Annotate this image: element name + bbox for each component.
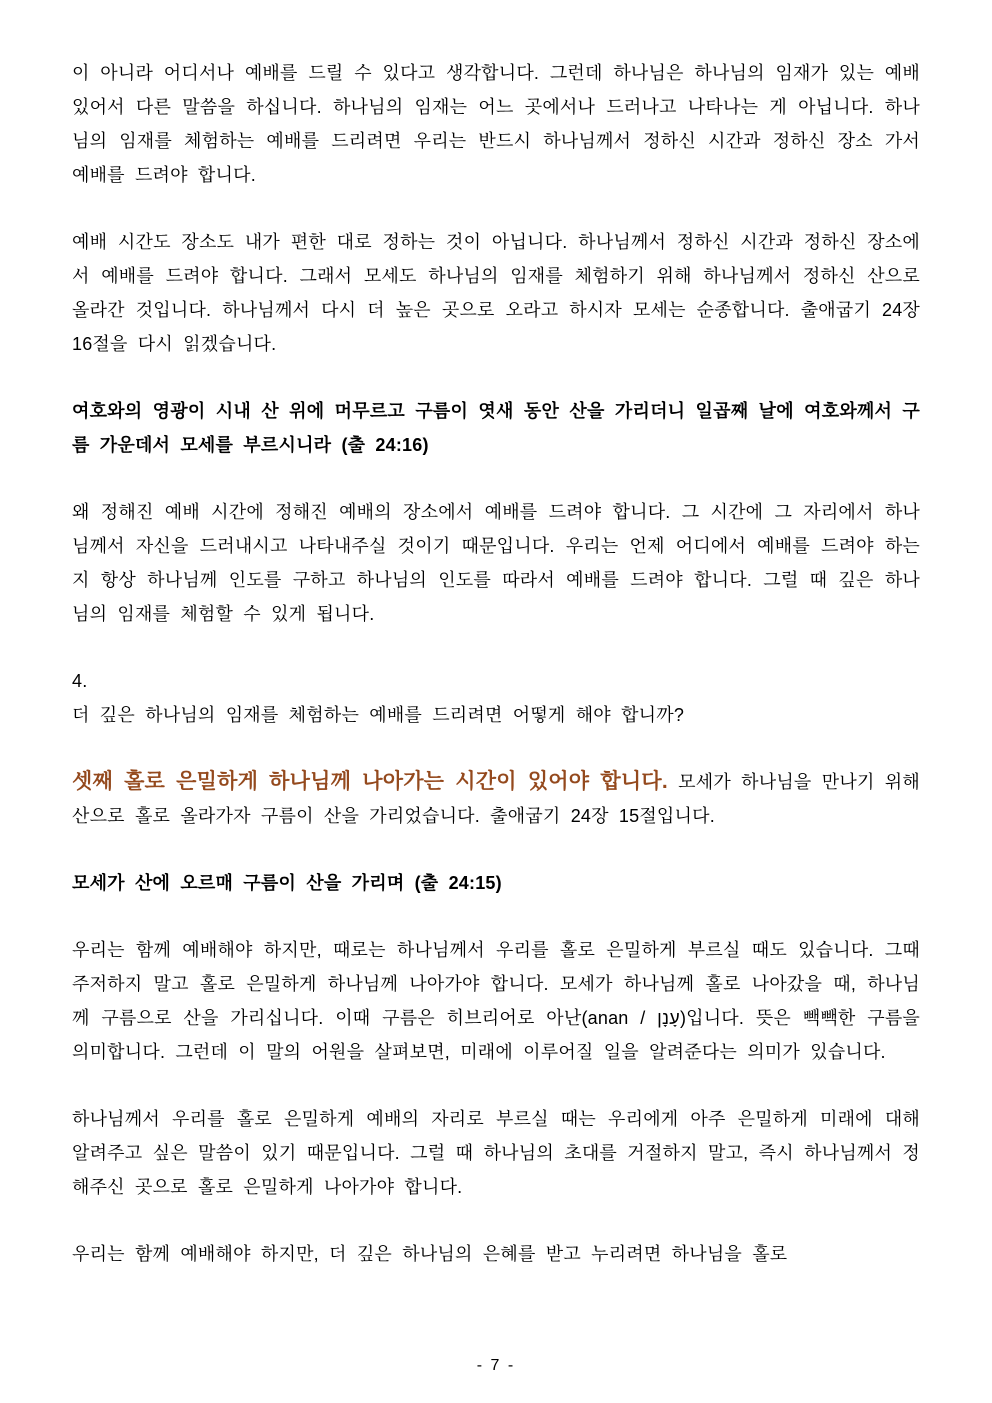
paragraph-worship-anywhere: 이 아니라 어디서나 예배를 드릴 수 있다고 생각합니다. 그런데 하나님은 하나님의 임재가 있는 예배 있어서 다른 말씀을 하십니다. 하나님의 임재는 어느 곳에서나 드러나고 나타나는 게 아닙니다. 하나님의 임재를 체험하는 예배를 드리려면 우리는 반드시 하나님께서 정하신 시간과 정하신 장소 가서 예배를 드려야 합니다. xyxy=(72,63,920,185)
paragraph-closing-partial: 우리는 함께 예배해야 하지만, 더 깊은 하나님의 은혜를 받고 누리려면 하나님을 홀로 xyxy=(72,1244,788,1264)
heading-follow-text: 모세가 하나님을 만나기 위해 산으로 홀로 올라가자 구름이 산을 가리었습니다. 출애굽기 24장 15절입니다. xyxy=(72,772,920,826)
scripture-quote-exodus-24-16: 여호와의 영광이 시내 산 위에 머무르고 구름이 엿새 동안 산을 가리더니 일곱째 날에 여호와께서 구름 가운데서 모세를 부르시니라 (출 24:16) xyxy=(72,401,920,455)
page-number: - 7 - xyxy=(476,1357,516,1374)
paragraph-secret-invitation: 하나님께서 우리를 홀로 은밀하게 예배의 자리로 부르실 때는 우리에게 아주 은밀하게 미래에 대해 알려주고 싶은 말씀이 있기 때문입니다. 그럴 때 하나님의 초대를 거절하지 말고, 즉시 하나님께서 정해주신 곳으로 홀로 은밀하게 나아가야 합니다. xyxy=(72,1109,920,1197)
heading-third-point: 셋째 홀로 은밀하게 하나님께 나아가는 시간이 있어야 합니다. xyxy=(72,770,668,793)
section-number: 4. xyxy=(72,671,88,691)
scripture-quote-exodus-24-15: 모세가 산에 오르매 구름이 산을 가리며 (출 24:15) xyxy=(72,873,502,893)
paragraph-anan-cloud: 우리는 함께 예배해야 하지만, 때로는 하나님께서 우리를 홀로 은밀하게 부르실 때도 있습니다. 그때 주저하지 말고 홀로 은밀하게 하나님께 나아가야 합니다. 모세가 하나님께 홀로 나아갔을 때, 하나님께 구름으로 산을 가리십니다. 이때 구름은 히브리어로 아난(anan / עָנָן)입니다. 뜻은 빽빽한 구름을 의미합니다. 그런데 이 말의 어원을 살펴보면, 미래에 이루어질 일을 알려준다는 의미가 있습니다. xyxy=(72,940,921,1062)
section-question: 더 깊은 하나님의 임재를 체험하는 예배를 드리려면 어떻게 해야 합니까? xyxy=(72,705,685,725)
heading-paragraph xyxy=(72,765,920,833)
paragraph-why-appointed: 왜 정해진 예배 시간에 정해진 예배의 장소에서 예배를 드려야 합니다. 그 시간에 그 자리에서 하나님께서 자신을 드러내시고 나타내주실 것이기 때문입니다. 우리는 언제 어디에서 예배를 드려야 하는지 항상 하나님께 인도를 구하고 하나님의 인도를 따라서 예배를 드려야 합니다. 그럴 때 깊은 하나님의 임재를 체험할 수 있게 됩니다. xyxy=(72,502,920,624)
section-4-block xyxy=(72,664,920,732)
paragraph-appointed-time-place: 예배 시간도 장소도 내가 편한 대로 정하는 것이 아닙니다. 하나님께서 정하신 시간과 정하신 장소에서 예배를 드려야 합니다. 그래서 모세도 하나님의 임재를 체험하기 위해 하나님께서 정하신 산으로 올라간 것입니다. 하나님께서 다시 더 높은 곳으로 오라고 하시자 모세는 순종합니다. 출애굽기 24장 16절을 다시 읽겠습니다. xyxy=(72,232,920,354)
